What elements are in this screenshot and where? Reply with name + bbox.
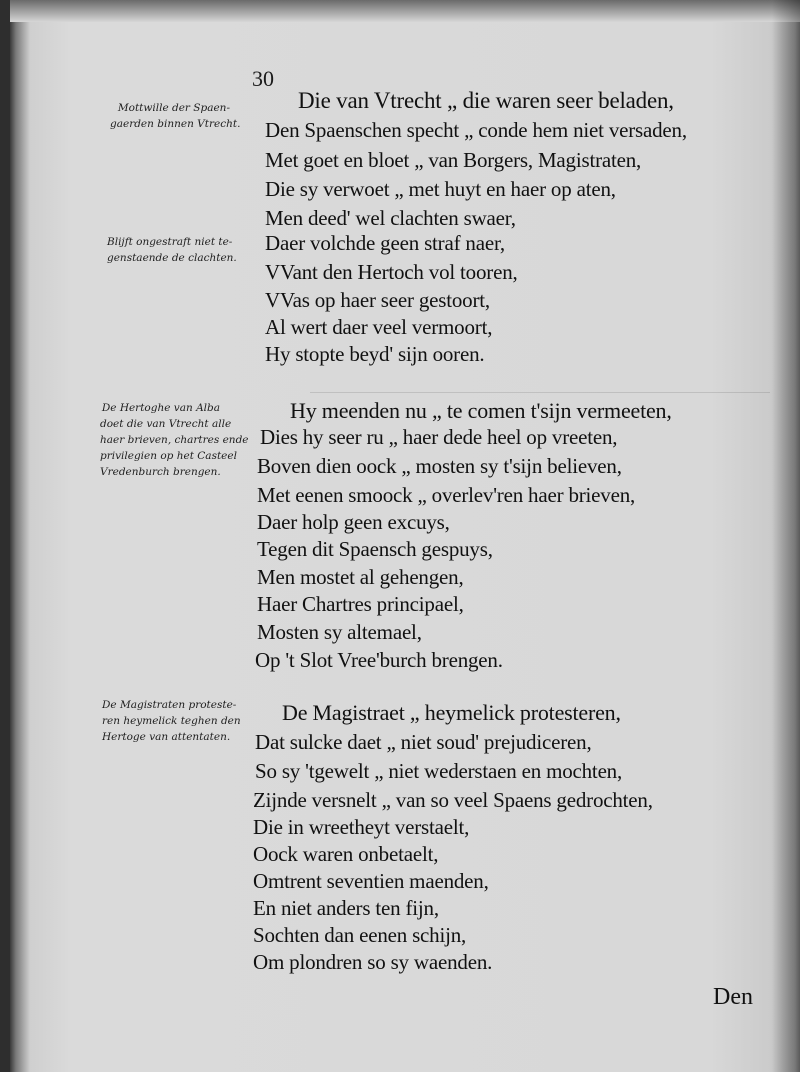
verse-line: De Magistraet „ heymelick protesteren,	[282, 700, 621, 725]
verse-line: Dies hy seer ru „ haer dede heel op vreeten,	[260, 425, 618, 449]
margin-note-line: privilegien op het Casteel	[100, 450, 237, 462]
verse-line: Die sy verwoet „ met huyt en haer op aten,	[265, 177, 616, 201]
verse-line: Zijnde versnelt „ van so veel Spaens gedrochten,	[253, 788, 653, 812]
verse-line: Dat sulcke daet „ niet soud' prejudiceren,	[255, 730, 592, 754]
verse-line: So sy 'tgewelt „ niet wederstaen en mochten,	[255, 759, 623, 783]
verse-line: Hy stopte beyd' sijn ooren.	[265, 342, 485, 366]
verse-line: Tegen dit Spaensch gespuys,	[257, 537, 493, 561]
verse-line: Mosten sy altemael,	[257, 620, 422, 644]
verse-line: Die van Vtrecht „ die waren seer beladen,	[298, 88, 674, 113]
verse-line: Haer Chartres principael,	[257, 592, 464, 616]
verse-line: En niet anders ten fijn,	[253, 896, 439, 920]
margin-note-line: ren heymelick teghen den	[102, 715, 241, 727]
verse-line: Oock waren onbetaelt,	[253, 842, 439, 866]
book-page	[10, 0, 800, 1072]
margin-note-line: Vredenburch brengen.	[100, 466, 221, 478]
margin-note-line: Hertoge van attentaten.	[102, 731, 231, 743]
margin-note-line: Mottwille der Spaen-	[117, 102, 230, 114]
margin-note-line: gaerden binnen Vtrecht.	[110, 118, 241, 130]
margin-note-2	[100, 400, 249, 480]
margin-note-3	[102, 697, 241, 745]
verse-line: Op 't Slot Vree'burch brengen.	[255, 648, 503, 672]
margin-note-line: Blijft ongestraft niet te-	[107, 236, 233, 248]
margin-note-line: De Magistraten proteste-	[102, 699, 237, 711]
verse-line: Hy meenden nu „ te comen t'sijn vermeeten,	[290, 398, 672, 423]
verse-line: VVas op haer seer gestoort,	[265, 288, 490, 312]
verse-line: Omtrent seventien maenden,	[253, 869, 489, 893]
margin-note-line: haer brieven, chartres ende	[100, 434, 249, 446]
verse-line: Met goet en bloet „ van Borgers, Magistraten,	[265, 148, 642, 172]
verse-line: Daer volchde geen straf naer,	[265, 231, 505, 255]
verse-line: Al wert daer veel vermoort,	[265, 315, 493, 339]
verse-line: Om plondren so sy waenden.	[253, 950, 493, 974]
verse-line: Daer holp geen excuys,	[257, 510, 450, 534]
margin-note-1b	[107, 234, 237, 266]
verse-line: Men mostet al gehengen,	[257, 565, 464, 589]
page-number: 30	[252, 66, 274, 91]
verse-line: Men deed' wel clachten swaer,	[265, 206, 516, 230]
margin-note-1	[110, 100, 241, 132]
margin-note-line: De Hertoghe van Alba	[101, 402, 220, 414]
verse-line: Sochten dan eenen schijn,	[253, 923, 467, 947]
verse-line: Die in wreetheyt verstaelt,	[253, 815, 470, 839]
page-edge-shadow	[772, 0, 800, 1072]
verse-line: VVant den Hertoch vol tooren,	[265, 260, 518, 284]
verse-line: Den Spaenschen specht „ conde hem niet versaden,	[265, 118, 687, 142]
margin-note-line: doet die van Vtrecht alle	[100, 418, 232, 430]
verse-line: Boven dien oock „ mosten sy t'sijn believen,	[257, 454, 622, 478]
page-top-shadow	[10, 0, 800, 22]
margin-note-line: genstaende de clachten.	[107, 252, 237, 264]
bleed-through-line	[310, 392, 770, 393]
verse-line: Met eenen smoock „ overlev'ren haer brieven,	[257, 483, 636, 507]
catchword: Den	[713, 984, 753, 1010]
